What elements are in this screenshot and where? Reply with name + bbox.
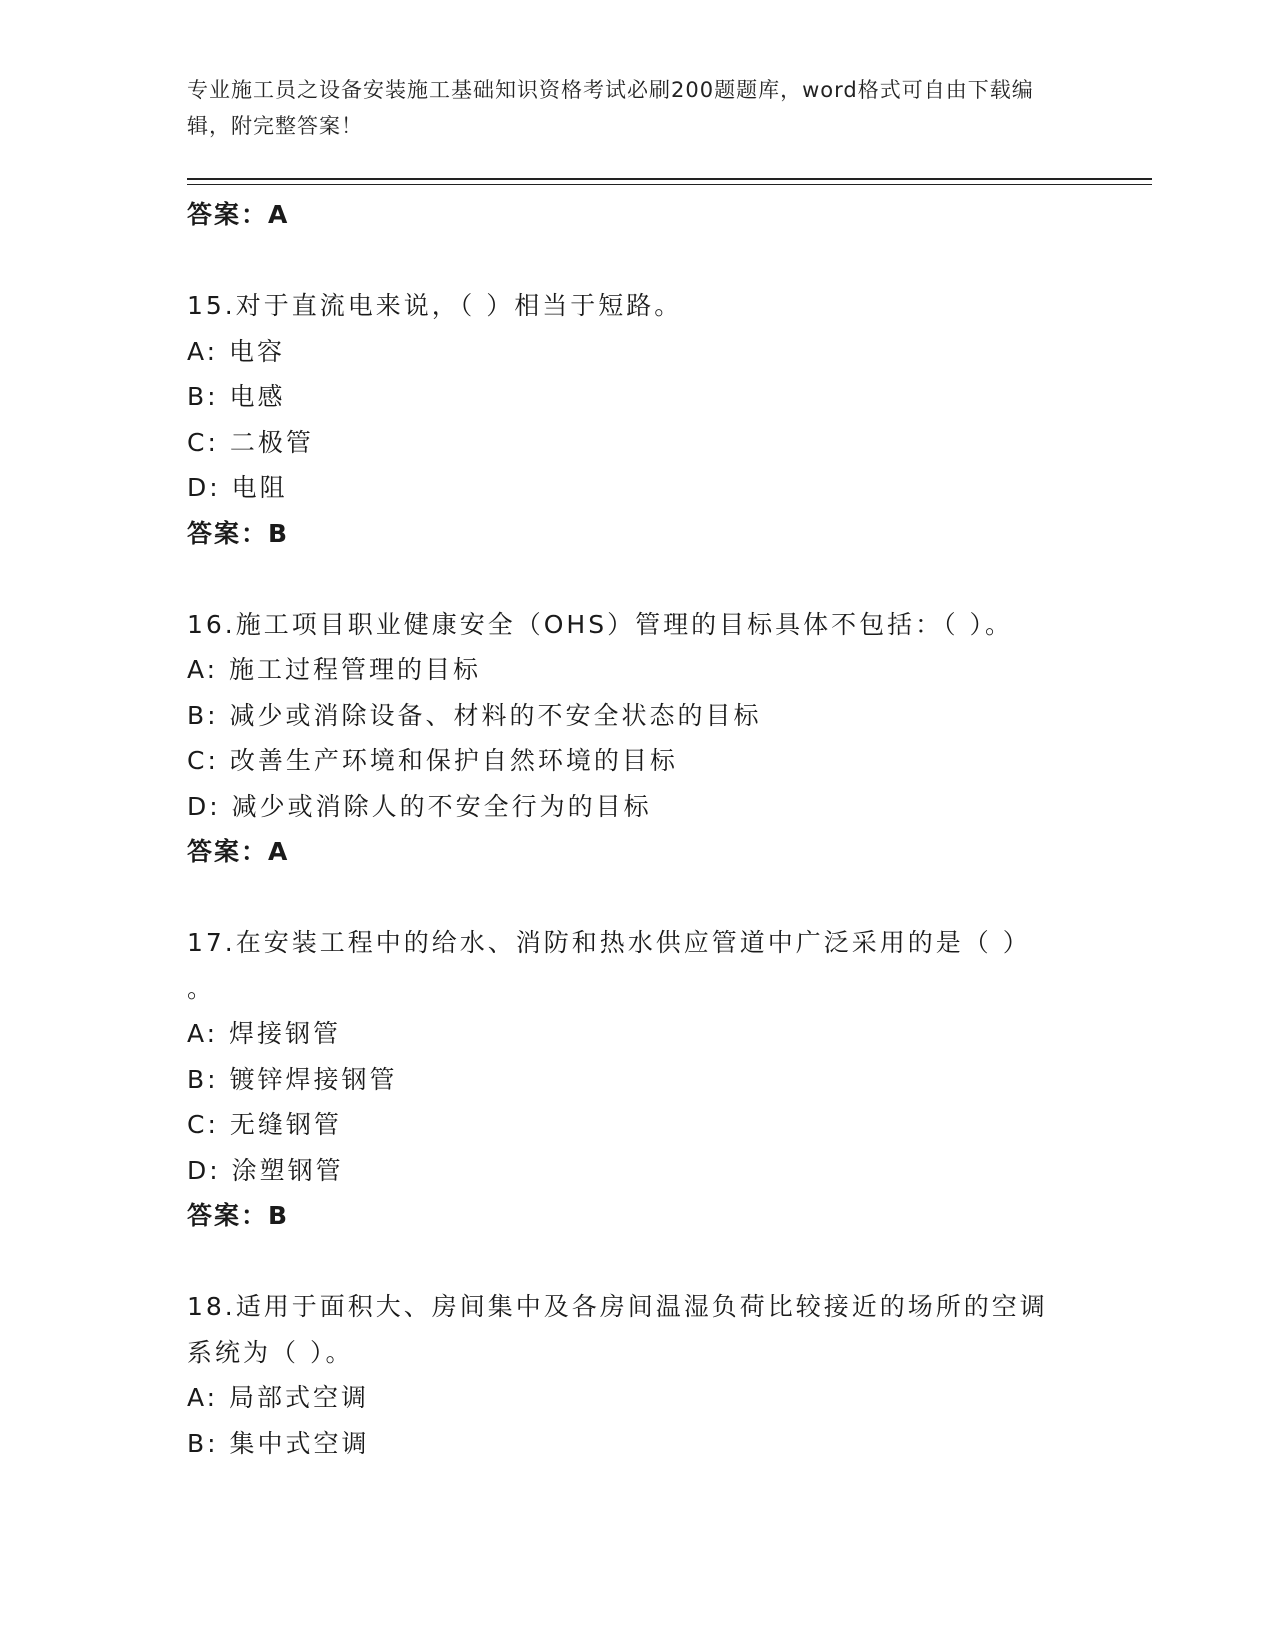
option-b: B: 集中式空调 (187, 1428, 370, 1458)
answer-line: 答案：A (187, 200, 290, 229)
option-d: D: 减少或消除人的不安全行为的目标 (187, 791, 652, 821)
document-header: 专业施工员之设备安装施工基础知识资格考试必刷200题题库，word格式可自由下载编辑，附完整答案！ (187, 78, 1034, 138)
option-a: A: 电容 (187, 336, 286, 366)
question-stem: 15.对于直流电来说，（ ）相当于短路。 (187, 291, 683, 320)
question-stem: 18.适用于面积大、房间集中及各房间温湿负荷比较接近的场所的空调 (187, 1292, 1048, 1321)
question-stem: 16.施工项目职业健康安全（OHS）管理的目标具体不包括：（ ）。 (187, 609, 1014, 639)
header-rule-thin (187, 184, 1152, 185)
option-d: D: 电阻 (187, 473, 288, 502)
option-c: C: 改善生产环境和保护自然环境的目标 (187, 746, 678, 775)
question-stem: 17.在安装工程中的给水、消防和热水供应管道中广泛采用的是（ ） (187, 928, 1031, 957)
spacer (187, 238, 1087, 284)
spacer (187, 875, 1087, 921)
option-b: B: 减少或消除设备、材料的不安全状态的目标 (187, 700, 762, 730)
question-list (187, 192, 1087, 1466)
answer-line: 答案：B (187, 1201, 290, 1230)
question-stem-continued: 。 (187, 973, 216, 1003)
option-a: A: 局部式空调 (187, 1383, 370, 1412)
option-d: D: 涂塑钢管 (187, 1155, 344, 1185)
option-b: B: 电感 (187, 382, 286, 411)
option-a: A: 焊接钢管 (187, 1019, 342, 1048)
option-b: B: 镀锌焊接钢管 (187, 1064, 398, 1094)
header-rule-thick (187, 178, 1152, 180)
question-stem-continued: 系统为（ ）。 (187, 1337, 354, 1367)
spacer (187, 1239, 1087, 1285)
option-a: A: 施工过程管理的目标 (187, 655, 482, 684)
answer-line: 答案：A (187, 837, 290, 866)
option-c: C: 无缝钢管 (187, 1110, 342, 1139)
option-c: C: 二极管 (187, 427, 314, 457)
answer-line: 答案：B (187, 518, 290, 548)
spacer (187, 556, 1087, 602)
